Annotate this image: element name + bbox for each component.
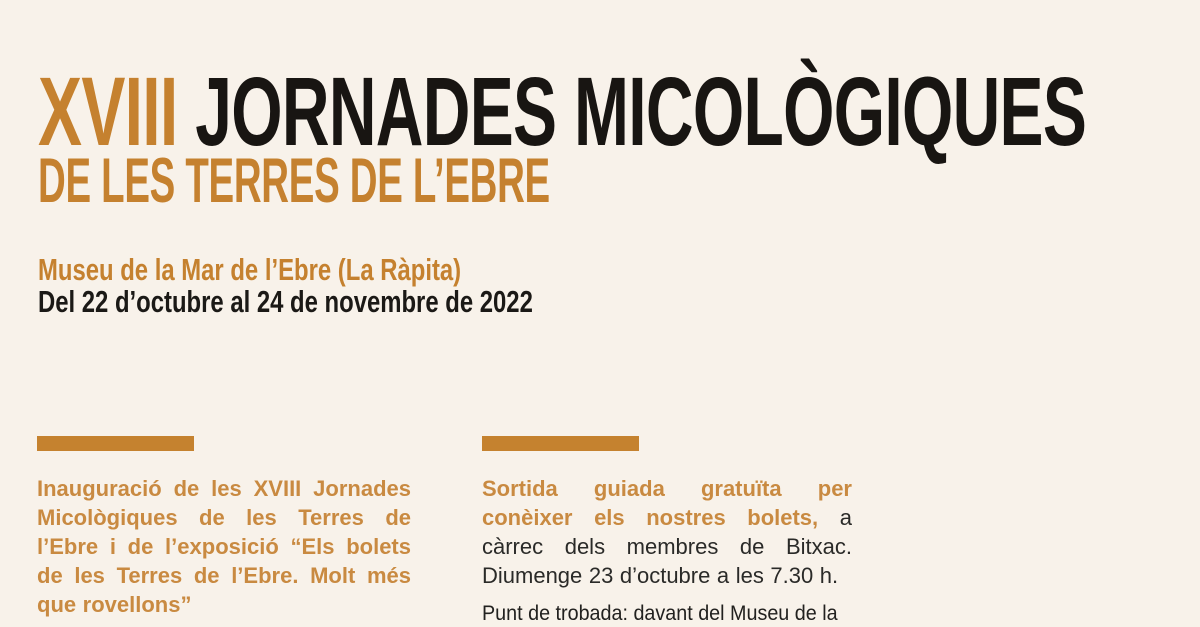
- paragraph-line: Inauguració de les XVIII Jornades: [37, 476, 411, 501]
- paragraph-line: càrrec dels membres de Bitxac.: [482, 534, 852, 559]
- title-roman-numeral: XVIII: [38, 57, 178, 166]
- meeting-point-line: Punt de trobada: davant del Museu de la: [482, 602, 838, 625]
- highlight-text: conèixer els nostres bolets,: [482, 505, 819, 530]
- inauguration-paragraph: [37, 474, 411, 619]
- body-text: a: [839, 505, 852, 530]
- dates-line: Del 22 d’octubre al 24 de novembre de 2022: [38, 284, 533, 319]
- section-guided-outing: [482, 436, 852, 627]
- section-divider-bar: [482, 436, 639, 451]
- paragraph-line: Micològiques de les Terres de: [37, 505, 411, 530]
- paragraph-line: Sortida guiada gratuïta per: [482, 476, 852, 501]
- paragraph-line: l’Ebre i de l’exposició “Els bolets: [37, 534, 411, 559]
- page-title-line2: DE LES TERRES DE L’EBRE: [38, 146, 550, 216]
- section-inauguration: [37, 436, 411, 619]
- outing-paragraph: [482, 474, 852, 590]
- paragraph-line: Diumenge 23 d’octubre a les 7.30 h.: [482, 563, 839, 588]
- paragraph-line: que rovellons”: [37, 592, 192, 617]
- paragraph-line: [482, 503, 852, 532]
- section-divider-bar: [37, 436, 194, 451]
- venue-line: Museu de la Mar de l’Ebre (La Ràpita): [38, 252, 462, 287]
- paragraph-line: de les Terres de l’Ebre. Molt més: [37, 563, 411, 588]
- title-main-text: JORNADES MICOLÒGIQUES: [195, 57, 1087, 166]
